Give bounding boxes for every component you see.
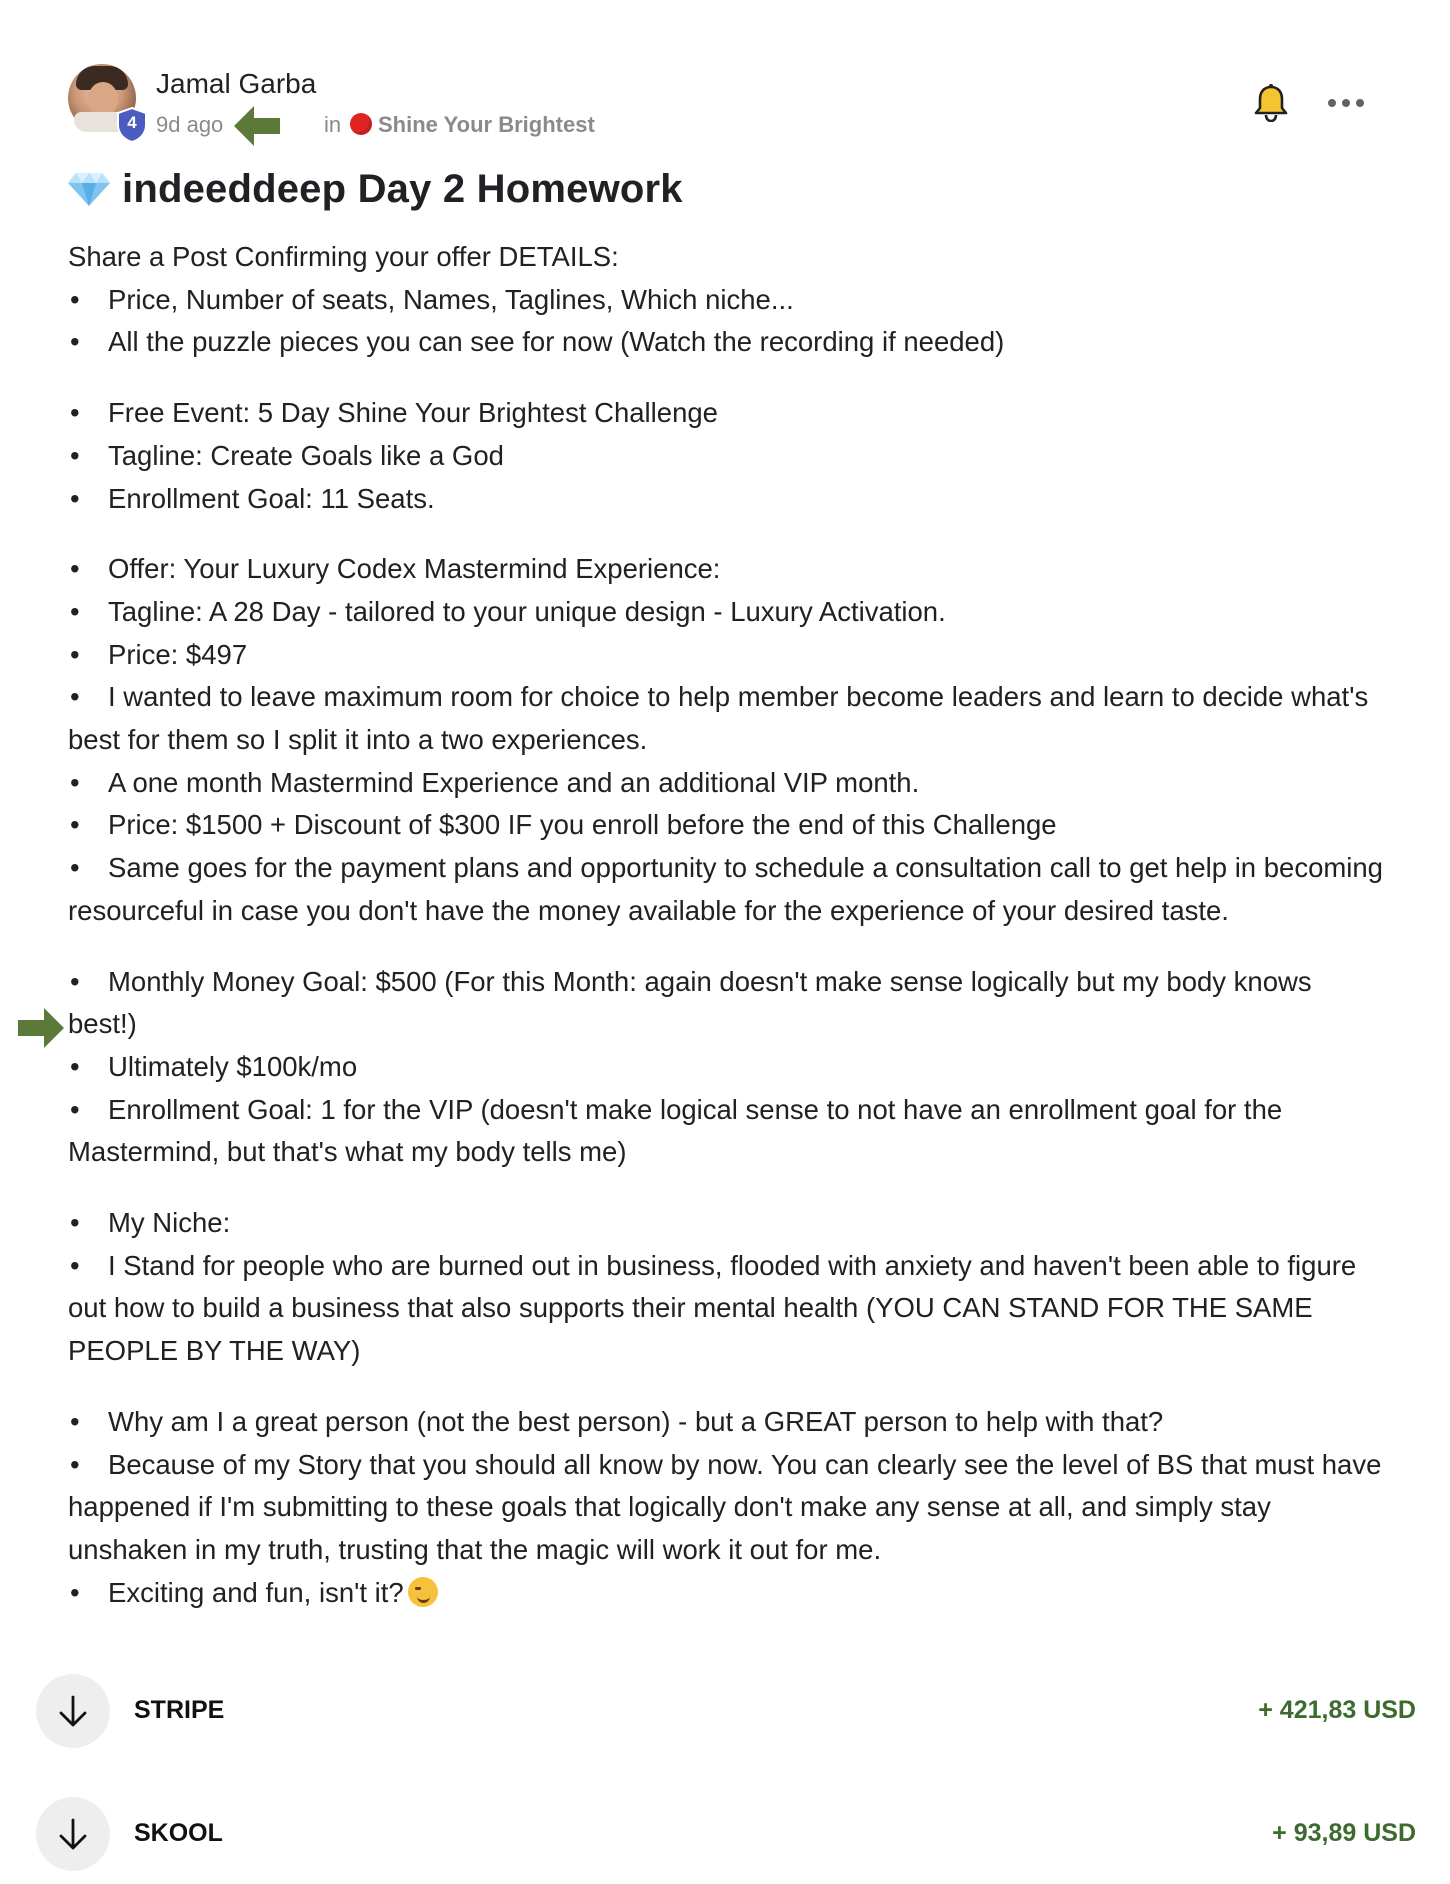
list-item: • Same goes for the payment plans and opportunity to schedule a consultation call to get help in becoming resourceful in case you don't have the money available for the experience of your desired taste. — [68, 852, 1383, 926]
list-item: • Enrollment Goal: 11 Seats. — [70, 482, 435, 514]
list-item: • Offer: Your Luxury Codex Mastermind Experience: — [70, 553, 721, 585]
group-emoji-icon — [350, 113, 372, 135]
group-link[interactable]: Shine Your Brightest — [378, 112, 595, 137]
bell-icon[interactable] — [1254, 84, 1288, 122]
list-item: • A one month Mastermind Experience and an additional VIP month. — [70, 766, 920, 798]
post-title-row — [68, 166, 683, 212]
post-body — [68, 236, 1388, 1614]
transaction-amount: + 93,89 USD — [1272, 1819, 1416, 1847]
in-label: in — [324, 112, 342, 137]
list-item: • Price: $1500 + Discount of $300 IF you enroll before the end of this Challenge — [70, 809, 1057, 841]
list-item: • Exciting and fun, isn't it? — [68, 1572, 1388, 1615]
list-item: • Price: $497 — [70, 638, 248, 670]
wink-emoji-icon — [408, 1577, 438, 1607]
list-item: • Free Event: 5 Day Shine Your Brightest Challenge — [70, 397, 718, 429]
transaction-row[interactable] — [36, 1797, 1416, 1871]
transaction-row[interactable] — [36, 1674, 1416, 1748]
list-item: • All the puzzle pieces you can see for now (Watch the recording if needed) — [70, 326, 1005, 358]
level-number: 4 — [127, 113, 137, 132]
list-item: • Tagline: A 28 Day - tailored to your unique design - Luxury Activation. — [70, 595, 946, 627]
list-item: • Monthly Money Goal: $500 (For this Month: again doesn't make sense logically but my body knows best!) — [68, 965, 1312, 1040]
annotation-arrow-right-icon — [18, 1006, 64, 1050]
list-item: • Enrollment Goal: 1 for the VIP (doesn't make logical sense to not have an enrollment goal for the Mastermind, but that's what my body tells me) — [68, 1093, 1283, 1168]
gem-icon — [68, 171, 110, 207]
list-item: • I Stand for people who are burned out in business, flooded with anxiety and haven't been able to figure out how to build a business that also supports their mental health (YOU CAN STAND FOR THE SAME PEOPLE BY THE WAY) — [68, 1249, 1357, 1367]
list-item: • I wanted to leave maximum room for choice to help member become leaders and learn to decide what's best for them so I split it into a two experiences. — [68, 681, 1369, 756]
transaction-source: SKOOL — [134, 1819, 223, 1847]
arrow-down-icon — [36, 1797, 110, 1871]
author-name[interactable]: Jamal Garba — [156, 68, 317, 99]
list-item: • My Niche: — [70, 1207, 231, 1239]
more-options-icon[interactable] — [1328, 90, 1364, 116]
list-item: • Tagline: Create Goals like a God — [70, 439, 504, 471]
body-intro: Share a Post Confirming your offer DETAILS: — [68, 241, 619, 272]
annotation-arrow-left-icon — [234, 104, 280, 148]
arrow-down-icon — [36, 1674, 110, 1748]
list-item: • Ultimately $100k/mo — [70, 1050, 358, 1082]
post-title: indeeddeep Day 2 Homework — [122, 166, 683, 211]
transaction-amount: + 421,83 USD — [1258, 1696, 1416, 1724]
list-item: • Why am I a great person (not the best person) - but a GREAT person to help with that? — [70, 1405, 1164, 1437]
list-item: • Price, Number of seats, Names, Taglines, Which niche... — [70, 283, 794, 315]
post-time[interactable]: 9d ago — [156, 112, 224, 137]
transaction-source: STRIPE — [134, 1696, 225, 1724]
list-item: • Because of my Story that you should all know by now. You can clearly see the level of BS that must have happened if I'm submitting to these goals that logically don't make any sense at all, and simply stay unshaken in my truth, trusting that the magic will work it out for me. — [68, 1448, 1382, 1565]
